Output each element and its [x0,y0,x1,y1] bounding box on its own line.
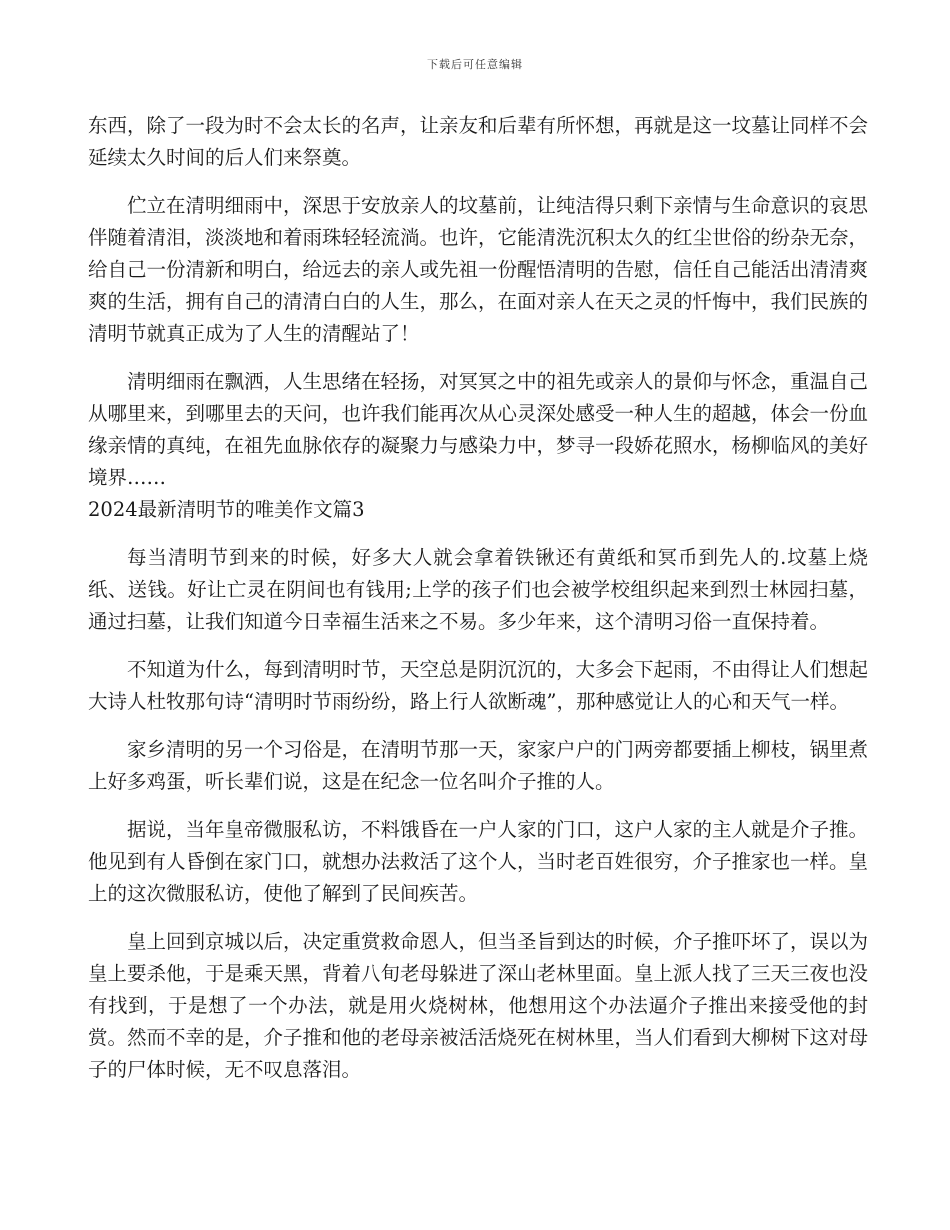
paragraph: 据说，当年皇帝微服私访，不料饿昏在一户人家的门口，这户人家的主人就是介子推。他见到有人昏倒在家门口，就想办法救活了这个人，当时老百姓很穷，介子推家也一样。皇上的这次微服私访，使他了解到了民间疾苦。 [88,818,869,905]
document-body [88,110,868,1102]
page-header: 下载后可任意编辑 [427,58,523,71]
section-title: 2024最新清明节的唯美作文篇3 [88,498,365,521]
paragraph-continued: 东西，除了一段为时不会太长的名声，让亲友和后辈有所怀想，再就是这一坟墓让同样不会延续太久时间的后人们来祭奠。 [88,114,869,169]
paragraph: 每当清明节到来的时候，好多大人就会拿着铁锹还有黄纸和冥币到先人的.坟墓上烧纸、送钱。好让亡灵在阴间也有钱用;上学的孩子们也会被学校组织起来到烈士林园扫墓，通过扫墓，让我们知道今日幸福生活来之不易。多少年来，这个清明习俗一直保持着。 [88,546,868,633]
paragraph: 家乡清明的另一个习俗是，在清明节那一天，家家户户的门两旁都要插上柳枝，锅里煮上好多鸡蛋，听长辈们说，这是在纪念一位名叫介子推的人。 [88,738,869,793]
paragraph: 皇上回到京城以后，决定重赏救命恩人，但当圣旨到达的时候，介子推吓坏了，误以为皇上要杀他，于是乘天黑，背着八旬老母躲进了深山老林里面。皇上派人找了三天三夜也没有找到，于是想了一个办法，就是用火烧树林，他想用这个办法逼介子推出来接受他的封赏。然而不幸的是，介子推和他的老母亲被活活烧死在树林里，当人们看到大柳树下这对母子的尸体时候，无不叹息落泪。 [88,930,869,1081]
paragraph: 不知道为什么，每到清明时节，天空总是阴沉沉的，大多会下起雨，不由得让人们想起大诗人杜牧那句诗“清明时节雨纷纷，路上行人欲断魂”，那种感觉让人的心和天气一样。 [88,658,869,713]
paragraph: 伫立在清明细雨中，深思于安放亲人的坟墓前，让纯洁得只剩下亲情与生命意识的哀思伴随着清泪，淡淡地和着雨珠轻轻流淌。也许，它能清洗沉积太久的红尘世俗的纷杂无奈，给自己一份清新和明白，给远去的亲人或先祖一份醒悟清明的告慰，信任自己能活出清清爽爽的生活，拥有自己的清清白白的人生，那么，在面对亲人在天之灵的忏悔中，我们民族的清明节就真正成为了人生的清醒站了！ [88,194,869,345]
paragraph: 清明细雨在飘洒，人生思绪在轻扬，对冥冥之中的祖先或亲人的景仰与怀念，重温自己从哪里来，到哪里去的天问，也许我们能再次从心灵深处感受一种人生的超越，体会一份血缘亲情的真纯，在祖先血脉依存的凝聚力与感染力中，梦寻一段娇花照水，杨柳临风的美好境界…… [88,370,869,489]
